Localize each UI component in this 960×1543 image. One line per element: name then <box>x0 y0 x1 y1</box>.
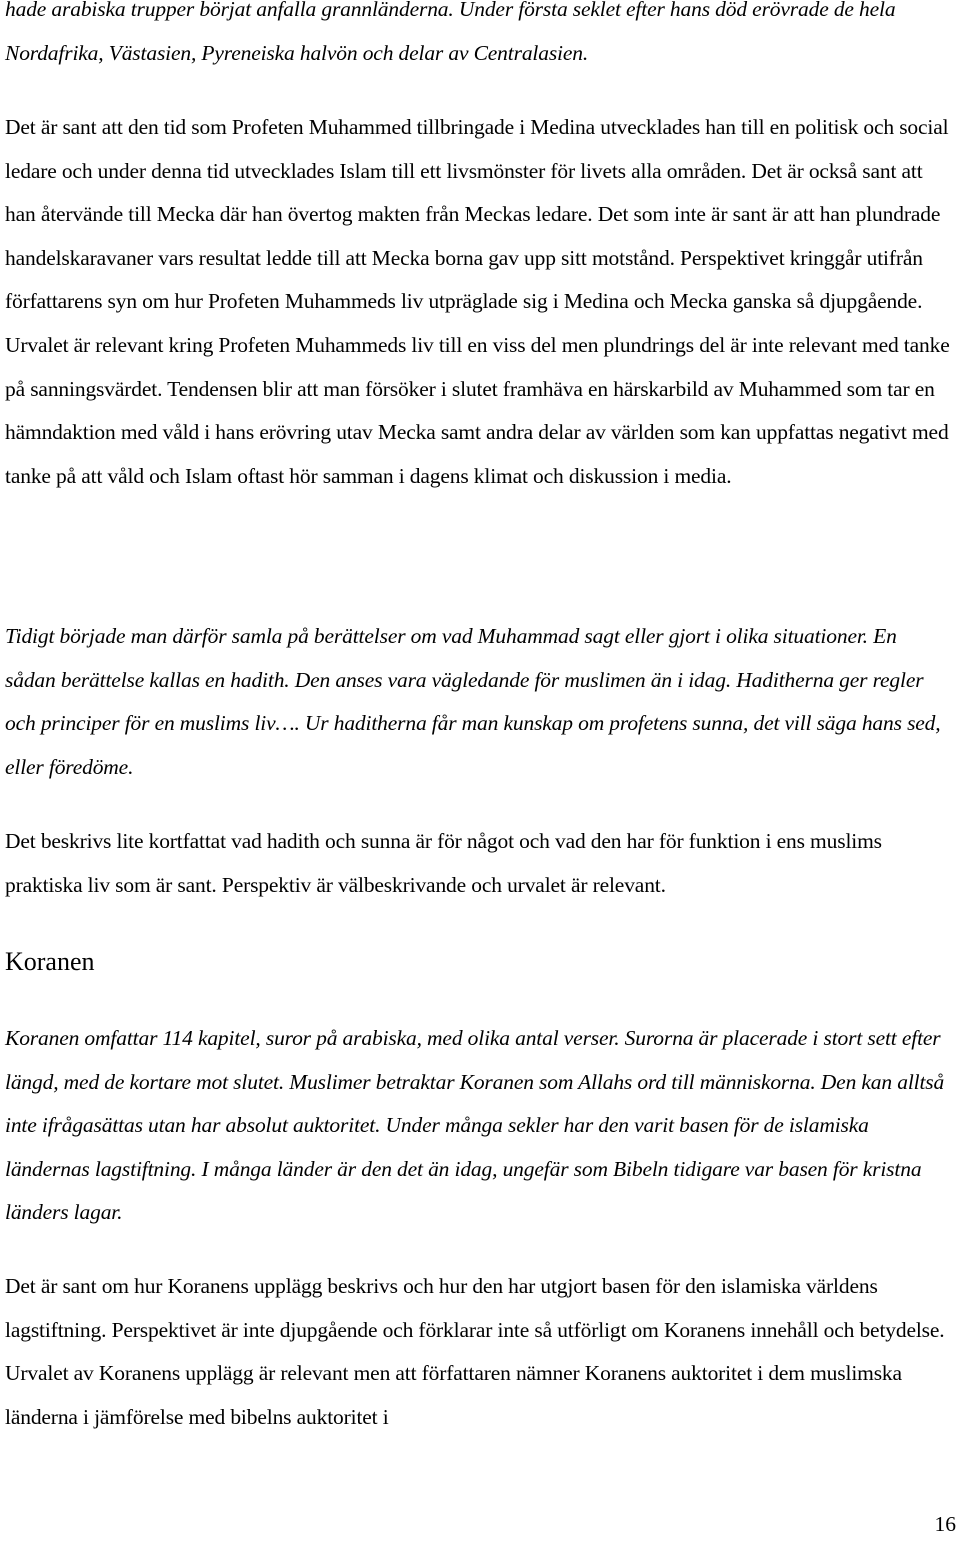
paragraph-quote-koranen: Koranen omfattar 114 kapitel, suror på arabiska, med olika antal verser. Surorna är placerade i stort sett efter längd, med de kortare mot slutet. Muslimer betraktar Koranen som Allahs ord till människorna. Den kan alltså inte ifrågasättas utan har absolut auktoritet. Under många sekler har den varit basen för de islamiska ländernas lagstiftning. I många länder är den det än idag, ungefär som Bibeln tidigare var basen för kristna länders lagar. <box>5 1026 945 1225</box>
section-heading-koranen: Koranen <box>5 947 95 976</box>
paragraph-analysis-medina: Det är sant att den tid som Profeten Muhammed tillbringade i Medina utvecklades han till en politisk och social ledare och under denna tid utvecklades Islam till ett livsmönster för livets alla områden. Det är också sant att han återvände till Mecka där han övertog makten från Meckas ledare. Det som inte är sant är att han plundrade handelskaravaner vars resultat ledde till att Mecka borna gav upp sitt motstånd. Perspektivet kringgår utifrån författarens syn om hur Profeten Muhammeds liv utpräglade sig i Medina och Mecka ganska så djupgående. Urvalet är relevant kring Profeten Muhammeds liv till en viss del men plundrings del är inte relevant med tanke på sanningsvärdet. Tendensen blir att man försöker i slutet framhäva en härskarbild av Muhammed som tar en hämndaktion med våld i hans erövring utav Mecka samt andra delar av världen som kan uppfattas negativt med tanke på att våld och Islam oftast hör samman i dagens klimat och diskussion i media. <box>5 115 950 488</box>
page-number: 16 <box>934 1512 956 1536</box>
paragraph-intro-continued: hade arabiska trupper börjat anfalla grannländerna. Under första seklet efter hans död erövrade de hela Nordafrika, Västasien, Pyreneiska halvön och delar av Centralasien. <box>5 0 896 65</box>
paragraph-quote-hadith: Tidigt började man därför samla på berättelser om vad Muhammad sagt eller gjort i olika situationer. En sådan berättelse kallas en hadith. Den anses vara vägledande för muslimen än i idag. Haditherna ger regler och principer för en muslims liv…. Ur haditherna får man kunskap om profetens sunna, det vill säga hans sed, eller föredöme. <box>5 624 941 779</box>
paragraph-analysis-hadith: Det beskrivs lite kortfattat vad hadith och sunna är för något och vad den har för funktion i ens muslims praktiska liv som är sant. Perspektiv är välbeskrivande och urvalet är relevant. <box>5 829 882 897</box>
paragraph-analysis-koranen: Det är sant om hur Koranens upplägg beskrivs och hur den har utgjort basen för den islamiska världens lagstiftning. Perspektivet är inte djupgående och förklarar inte så utförligt om Koranens innehåll och betydelse. Urvalet av Koranens upplägg är relevant men att författaren nämner Koranens auktoritet i dem muslimska länderna i jämförelse med bibelns auktoritet i <box>5 1274 945 1429</box>
